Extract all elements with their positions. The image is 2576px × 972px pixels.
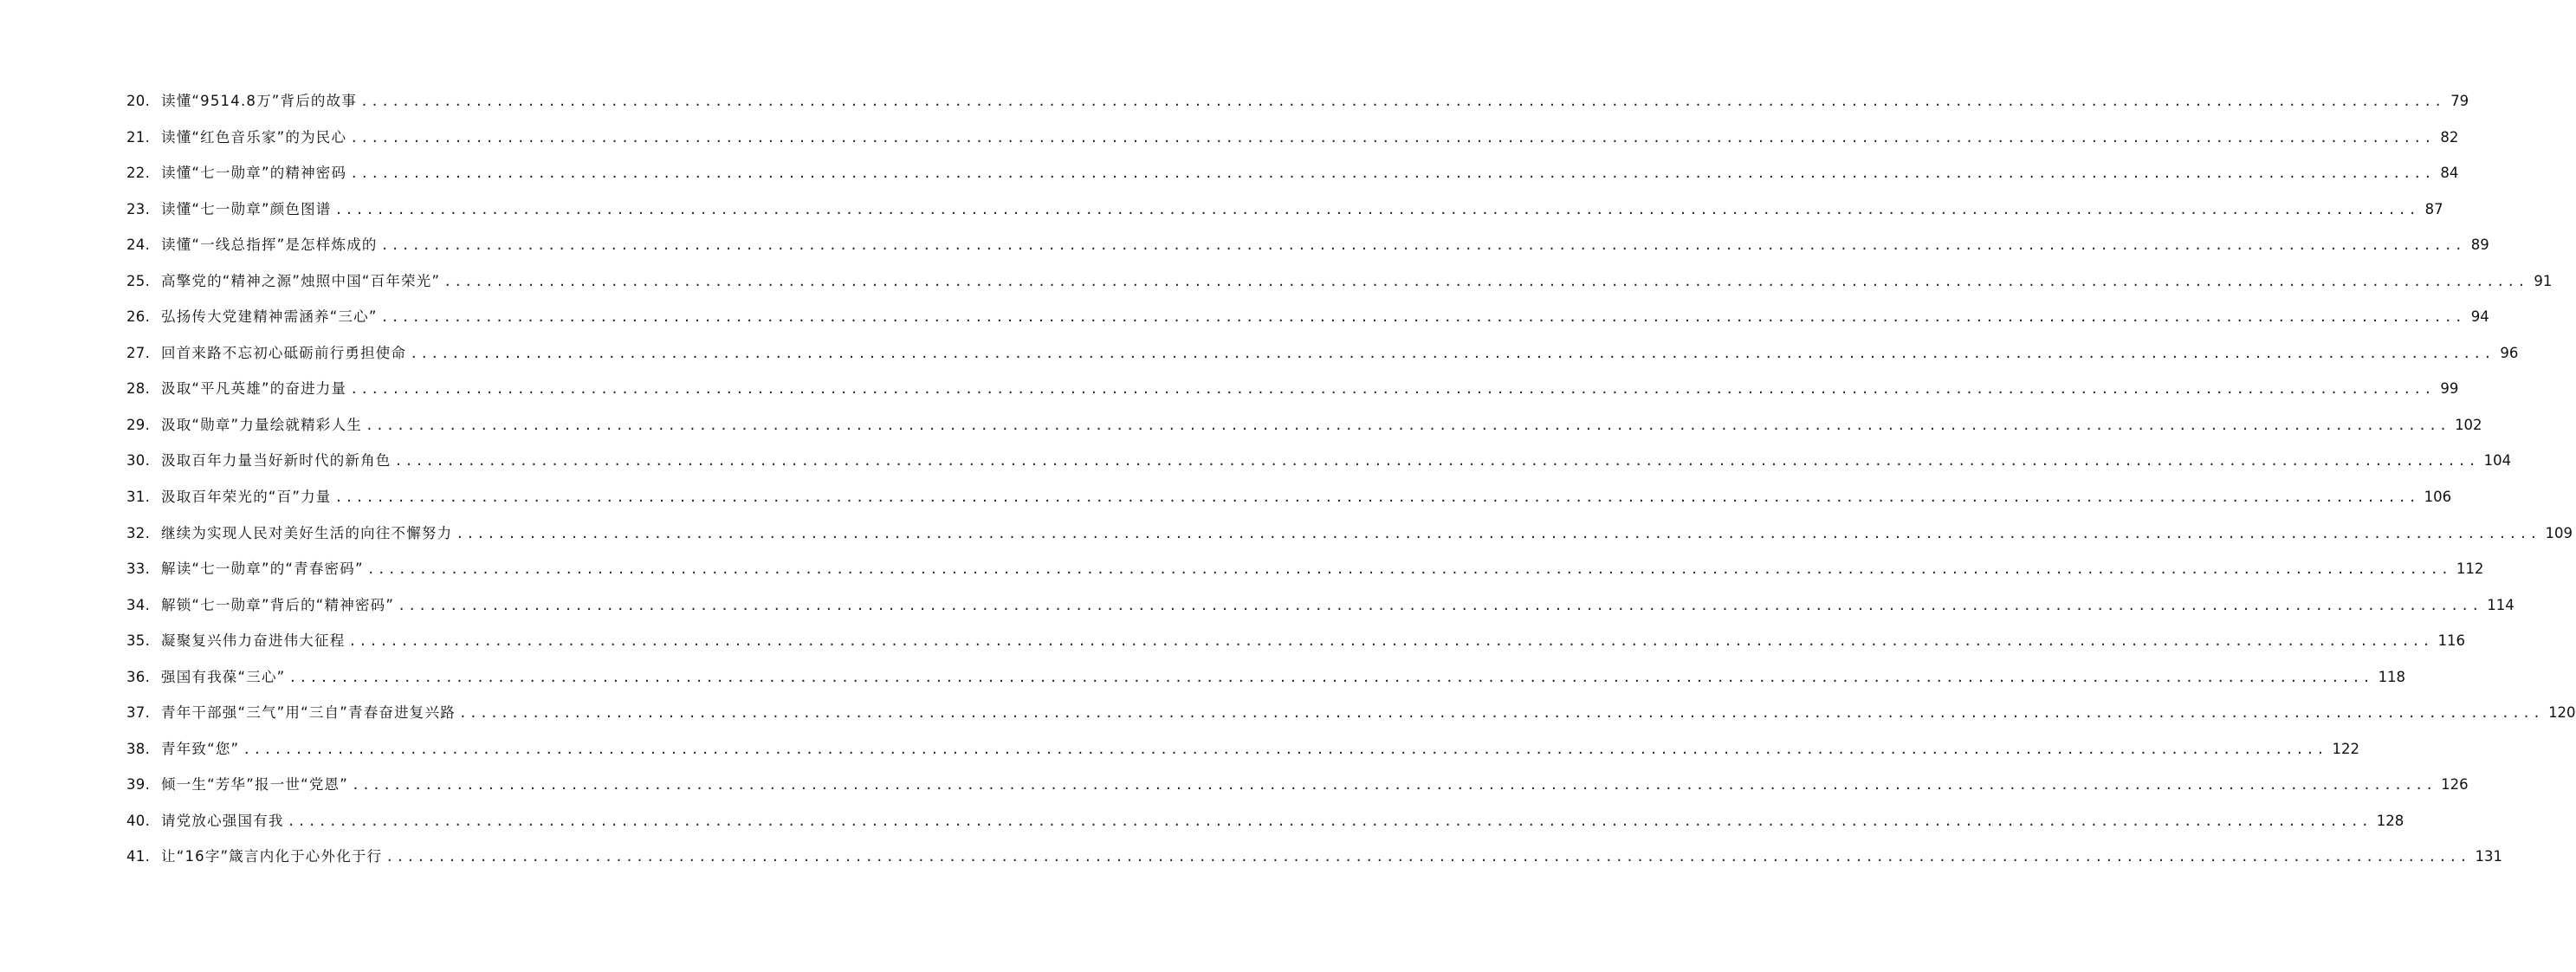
dot-leader: ........................................................................................................................................................................................................ (394, 453, 2479, 470)
toc-entry (126, 659, 2406, 696)
toc-entry-page-number: 114 (2487, 596, 2515, 613)
toc-entry (126, 551, 2484, 587)
toc-entry-title: 倾一生“芳华”报一世“党恩” (161, 776, 348, 794)
toc-entry-page-number: 102 (2455, 416, 2482, 433)
toc-entry-page-number: 120 (2548, 704, 2576, 722)
dot-leader: ........................................................................................................................................................................................................ (288, 669, 2373, 685)
dot-leader: ........................................................................................................................................................................................................ (243, 741, 2327, 757)
toc-entry (126, 695, 2576, 731)
toc-entry-number: 24. (126, 237, 151, 254)
dot-leader: ........................................................................................................................................................................................................ (352, 777, 2437, 794)
toc-entry-number: 32. (126, 524, 151, 541)
table-of-contents (126, 83, 2576, 875)
toc-entry-number: 22. (126, 165, 151, 182)
toc-entry-title: 请党放心强国有我 (161, 812, 284, 829)
toc-entry-number: 25. (126, 272, 151, 289)
toc-entry-number: 34. (126, 596, 151, 613)
dot-leader: ........................................................................................................................................................................................................ (410, 345, 2495, 361)
toc-entry-number: 29. (126, 416, 151, 433)
toc-entry-number: 31. (126, 489, 151, 506)
dot-leader: ........................................................................................................................................................................................................ (334, 489, 2419, 506)
toc-entry-title: 汲取“勋章”力量绘就精彩人生 (161, 416, 362, 433)
dot-leader: ........................................................................................................................................................................................................ (350, 165, 2435, 182)
toc-entry (126, 371, 2459, 407)
toc-entry-page-number: 104 (2483, 452, 2512, 470)
dot-leader: ........................................................................................................................................................................................................ (443, 273, 2528, 289)
toc-entry-number: 26. (126, 308, 151, 326)
toc-entry-page-number: 112 (2456, 561, 2484, 578)
toc-entry-number: 35. (126, 632, 151, 650)
toc-entry-page-number: 82 (2440, 128, 2459, 146)
toc-entry-number: 41. (126, 848, 151, 865)
toc-entry-page-number: 96 (2500, 344, 2519, 361)
toc-entry-page-number: 118 (2378, 668, 2406, 685)
toc-entry-title: 继续为实现人民对美好生活的向往不懈努力 (161, 524, 453, 541)
toc-entry-number: 27. (126, 344, 151, 361)
toc-entry-title: 读懂“红色音乐家”的为民心 (161, 128, 347, 146)
toc-entry-title: 读懂“七一勋章”颜色图谱 (161, 200, 332, 217)
toc-entry-number: 20. (126, 93, 151, 109)
toc-entry (126, 335, 2519, 372)
toc-entry-page-number: 99 (2440, 380, 2459, 398)
toc-entry (126, 839, 2502, 875)
toc-entry-page-number: 79 (2450, 93, 2469, 109)
dot-leader: ........................................................................................................................................................................................................ (385, 849, 2470, 865)
toc-entry-page-number: 84 (2440, 165, 2459, 182)
toc-entry-page-number: 106 (2424, 489, 2452, 506)
toc-entry-number: 36. (126, 668, 151, 685)
toc-entry (126, 767, 2469, 803)
toc-entry-number: 38. (126, 740, 151, 757)
toc-entry-page-number: 87 (2424, 200, 2443, 217)
toc-entry-number: 23. (126, 200, 151, 217)
dot-leader: ........................................................................................................................................................................................................ (366, 561, 2451, 578)
dot-leader: ........................................................................................................................................................................................................ (360, 94, 2445, 109)
toc-entry-title: 读懂“一线总指挥”是怎样炼成的 (161, 237, 378, 254)
dot-leader: ........................................................................................................................................................................................................ (458, 705, 2544, 722)
dot-leader: ........................................................................................................................................................................................................ (287, 813, 2372, 829)
toc-entry-title: 高擎党的“精神之源”烛照中国“百年荣光” (161, 272, 441, 289)
toc-entry (126, 623, 2466, 659)
dot-leader: ........................................................................................................................................................................................................ (334, 201, 2419, 217)
dot-leader: ........................................................................................................................................................................................................ (365, 417, 2450, 433)
toc-entry-page-number: 128 (2376, 812, 2404, 829)
toc-entry (126, 120, 2459, 156)
toc-entry-title: 青年致“您” (161, 740, 240, 757)
toc-entry-title: 解锁“七一勋章”背后的“精神密码” (161, 596, 395, 613)
toc-entry-title: 汲取百年力量当好新时代的新角色 (161, 452, 392, 470)
toc-entry-page-number: 131 (2475, 848, 2502, 865)
toc-entry-title: 解读“七一勋章”的“青春密码” (161, 561, 364, 578)
toc-entry-title: 读懂“七一勋章”的精神密码 (161, 165, 347, 182)
toc-entry-title: 强国有我葆“三心” (161, 668, 286, 685)
toc-entry-title: 让“16字”箴言内化于心外化于行 (161, 848, 383, 865)
toc-entry (126, 299, 2489, 335)
toc-entry-title: 凝聚复兴伟力奋进伟大征程 (161, 632, 346, 650)
toc-entry-page-number: 116 (2437, 632, 2466, 650)
dot-leader: ........................................................................................................................................................................................................ (398, 597, 2482, 613)
toc-entry-title: 读懂“9514.8万”背后的故事 (161, 93, 358, 109)
toc-entry-title: 汲取百年荣光的“百”力量 (161, 489, 332, 506)
toc-entry-title: 回首来路不忘初心砥砺前行勇担使命 (161, 344, 407, 361)
toc-entry-number: 28. (126, 380, 151, 398)
toc-entry (126, 263, 2553, 300)
toc-entry-page-number: 109 (2545, 524, 2573, 541)
toc-entry-page-number: 122 (2332, 740, 2359, 757)
toc-entry (126, 407, 2482, 444)
toc-entry (126, 731, 2359, 768)
toc-entry-page-number: 91 (2534, 272, 2553, 289)
dot-leader: ........................................................................................................................................................................................................ (348, 633, 2433, 650)
toc-entry-number: 30. (126, 452, 151, 470)
toc-entry-number: 21. (126, 128, 151, 146)
dot-leader: ........................................................................................................................................................................................................ (350, 381, 2435, 398)
toc-entry (126, 515, 2573, 552)
toc-entry (126, 83, 2469, 120)
dot-leader: ........................................................................................................................................................................................................ (380, 237, 2465, 254)
dot-leader: ........................................................................................................................................................................................................ (350, 129, 2435, 146)
toc-entry-title: 弘扬传大党建精神需涵养“三心” (161, 308, 378, 326)
toc-entry (126, 443, 2512, 479)
dot-leader: ........................................................................................................................................................................................................ (456, 525, 2540, 541)
toc-entry-number: 33. (126, 561, 151, 578)
toc-entry (126, 479, 2452, 515)
toc-entry (126, 587, 2515, 624)
toc-entry (126, 803, 2404, 839)
toc-entry-page-number: 89 (2470, 237, 2489, 254)
toc-entry-title: 汲取“平凡英雄”的奋进力量 (161, 380, 347, 398)
toc-entry-number: 39. (126, 776, 151, 794)
toc-entry-number: 37. (126, 704, 151, 722)
dot-leader: ........................................................................................................................................................................................................ (380, 309, 2465, 326)
toc-entry-title: 青年干部强“三气”用“三自”青春奋进复兴路 (161, 704, 456, 722)
toc-entry-page-number: 94 (2470, 308, 2489, 326)
toc-entry-page-number: 126 (2441, 776, 2469, 794)
toc-entry (126, 191, 2443, 228)
toc-entry (126, 227, 2489, 263)
toc-entry (126, 155, 2459, 191)
toc-entry-number: 40. (126, 812, 151, 829)
